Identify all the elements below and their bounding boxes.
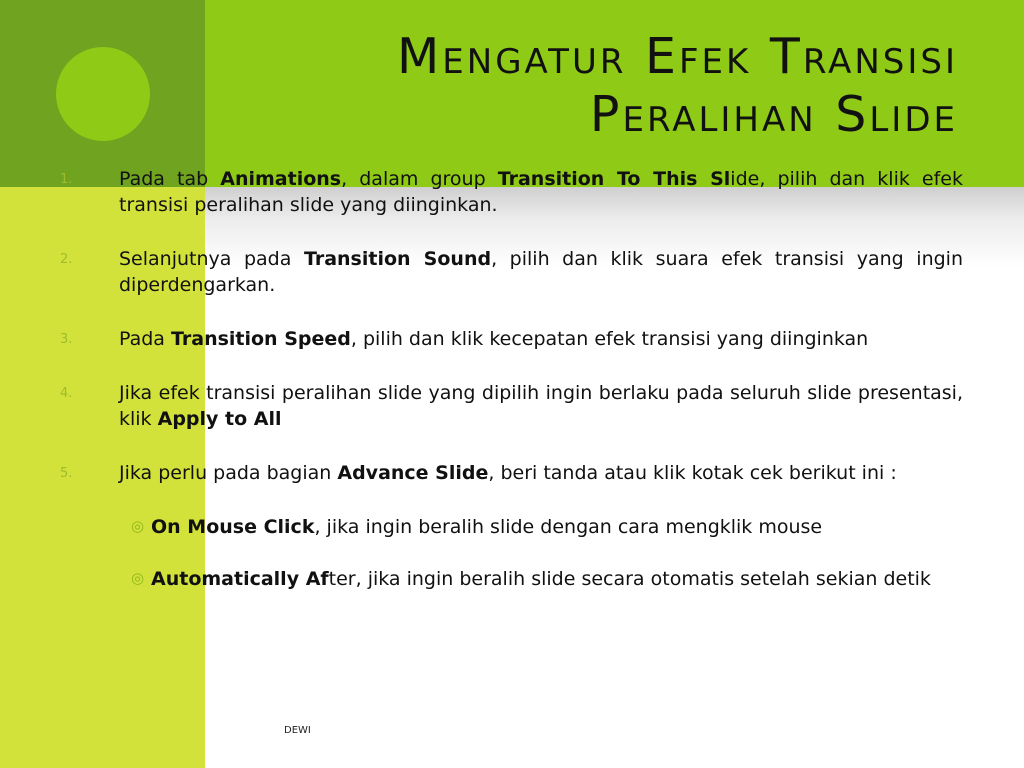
sub-item-on-mouse-click [131, 514, 963, 540]
item-text: ide, pilih dan klik efek transisi peralihan slide yang diinginkan. [119, 168, 964, 216]
item-bold-text: Transition To This Sl [497, 168, 731, 190]
list-item-3 [60, 326, 963, 352]
item-number: 2. [60, 252, 73, 267]
item-bold-text: Advance Slide [337, 462, 489, 484]
item-text: Jika efek transisi peralihan slide yang dipilih ingin berlaku pada seluruh slide presentasi, klik [119, 382, 963, 430]
item-text: , pilih dan klik kecepatan efek transisi yang diinginkan [350, 328, 869, 350]
item-text: Pada tab [119, 168, 221, 190]
slide-title [318, 28, 958, 144]
list-item-2 [60, 246, 963, 298]
footer-author: DEWI [284, 725, 311, 736]
sub-item-bold-text: On Mouse Click [151, 516, 315, 538]
item-number: 3. [60, 332, 73, 347]
sub-list [131, 514, 963, 592]
list-item-1 [60, 166, 963, 218]
list-item-5 [60, 460, 963, 486]
item-bold-text: Animations [220, 168, 342, 190]
list-item-4 [60, 380, 963, 432]
title-line-1: Mengatur Efek Transisi [397, 28, 958, 85]
item-number: 1. [60, 172, 73, 187]
item-number: 4. [60, 386, 73, 401]
item-text: , dalam group [341, 168, 498, 190]
title-line-2: Peralihan Slide [589, 86, 958, 143]
item-bold-text: Apply to All [157, 408, 282, 430]
item-bold-text: Transition Speed [171, 328, 351, 350]
circle-bullet-icon: ◎ [131, 517, 145, 535]
sub-item-bold-text: Automatically Af [151, 568, 329, 590]
sub-item-text: , jika ingin beralih slide dengan cara mengklik mouse [314, 516, 823, 538]
decorative-circle [56, 47, 150, 141]
item-number: 5. [60, 466, 73, 481]
item-text: Jika perlu pada bagian [119, 462, 338, 484]
sub-list-container [60, 514, 963, 592]
item-text: , beri tanda atau klik kotak cek berikut ini : [488, 462, 897, 484]
circle-bullet-icon: ◎ [131, 569, 145, 587]
numbered-list [60, 166, 963, 618]
item-text: Selanjutnya pada [119, 248, 304, 270]
item-text: Pada [119, 328, 171, 350]
sub-item-automatically-after [131, 566, 963, 592]
item-bold-text: Transition Sound [303, 248, 492, 270]
sub-item-text: ter, jika ingin beralih slide secara otomatis setelah sekian detik [328, 568, 931, 590]
item-text: , pilih dan klik suara efek transisi yang ingin diperdengarkan. [119, 248, 963, 296]
